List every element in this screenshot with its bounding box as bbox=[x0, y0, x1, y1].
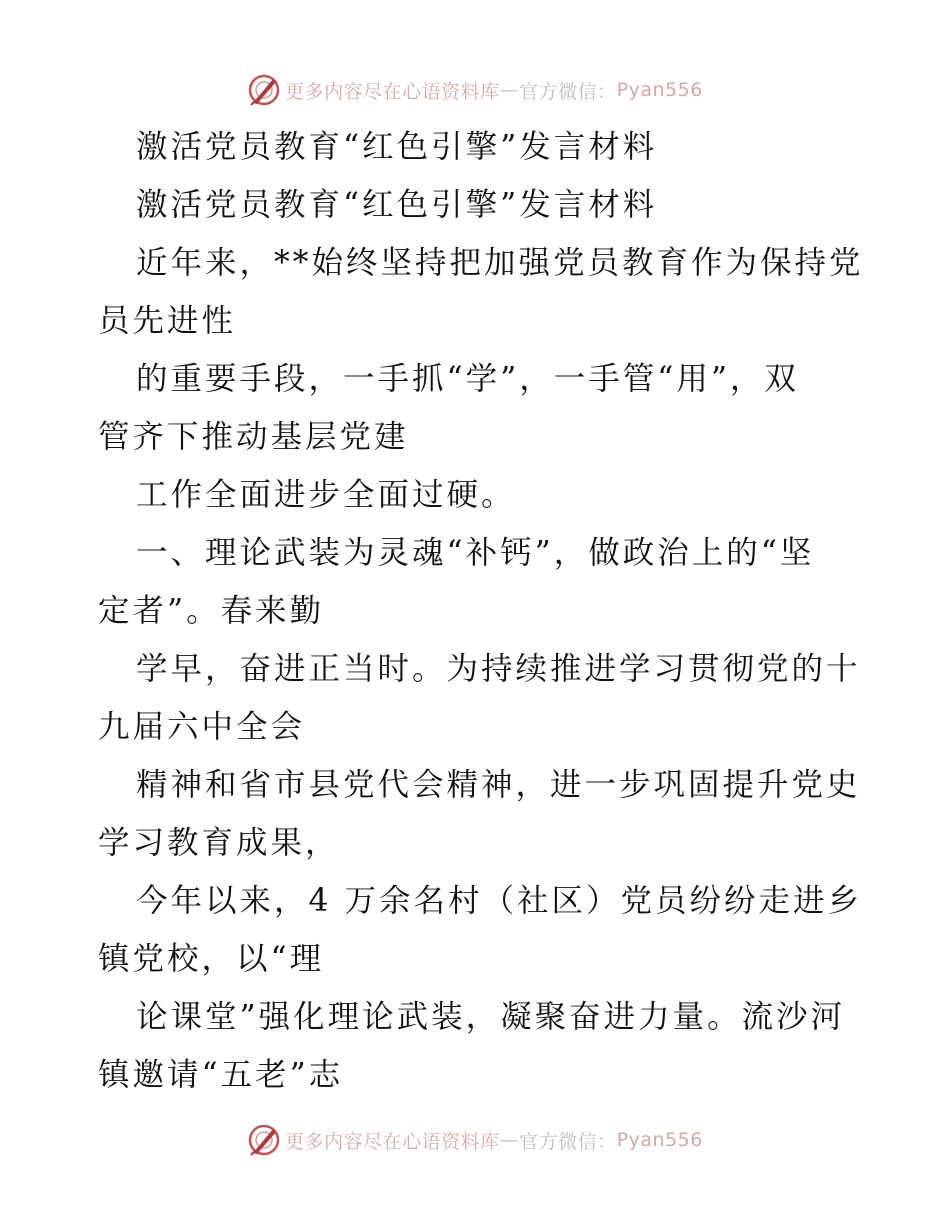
paragraph-line: 镇邀请“五老”志 bbox=[98, 1057, 344, 1093]
watermark-dash: — bbox=[499, 79, 520, 101]
header-watermark bbox=[0, 70, 950, 110]
watermark-text: 更多内容尽在心语资料库 bbox=[285, 80, 500, 103]
watermark-dash: — bbox=[499, 1129, 520, 1151]
watermark-text: 更多内容尽在心语资料库 bbox=[285, 1130, 500, 1153]
paragraph-line: 的重要手段，一手抓“学”，一手管“用”，双 bbox=[136, 361, 799, 397]
section-heading-line: 一、理论武装为灵魂“补钙”，做政治上的“坚 bbox=[136, 535, 815, 571]
paragraph-line: 学习教育成果， bbox=[98, 825, 340, 861]
quill-logo-icon bbox=[247, 73, 281, 107]
paragraph-line: 今年以来，4 万余名村（社区）党员纷纷走进乡 bbox=[136, 883, 863, 919]
watermark-wechat-id: Pyan556 bbox=[616, 79, 703, 101]
paragraph-line: 镇党校，以“理 bbox=[98, 941, 325, 977]
paragraph-line: 管齐下推动基层党建 bbox=[98, 419, 409, 455]
paragraph-line: 定者”。春来勤 bbox=[98, 593, 325, 629]
paragraph-line: 员先进性 bbox=[98, 303, 237, 339]
paragraph-line: 精神和省市县党代会精神，进一步巩固提升党史 bbox=[136, 767, 861, 803]
watermark-wechat-id: Pyan556 bbox=[616, 1129, 703, 1151]
paragraph-line: 论课堂”强化理论武装，凝聚奋进力量。流沙河 bbox=[136, 999, 846, 1035]
paragraph-line: 工作全面进步全面过硬。 bbox=[136, 477, 516, 513]
paragraph-line: 近年来，**始终坚持把加强党员教育作为保持党 bbox=[136, 245, 864, 281]
document-body bbox=[98, 118, 864, 1104]
footer-watermark bbox=[0, 1120, 950, 1160]
paragraph-line: 学早，奋进正当时。为持续推进学习贯彻党的十 bbox=[136, 651, 861, 687]
document-title-repeat: 激活党员教育“红色引擎”发言材料 bbox=[136, 187, 658, 223]
watermark-wechat-label: 官方微信： bbox=[519, 1130, 617, 1153]
quill-logo-icon bbox=[247, 1123, 281, 1157]
document-title: 激活党员教育“红色引擎”发言材料 bbox=[136, 129, 658, 165]
paragraph-line: 九届六中全会 bbox=[98, 709, 306, 745]
watermark-wechat-label: 官方微信： bbox=[519, 80, 617, 103]
